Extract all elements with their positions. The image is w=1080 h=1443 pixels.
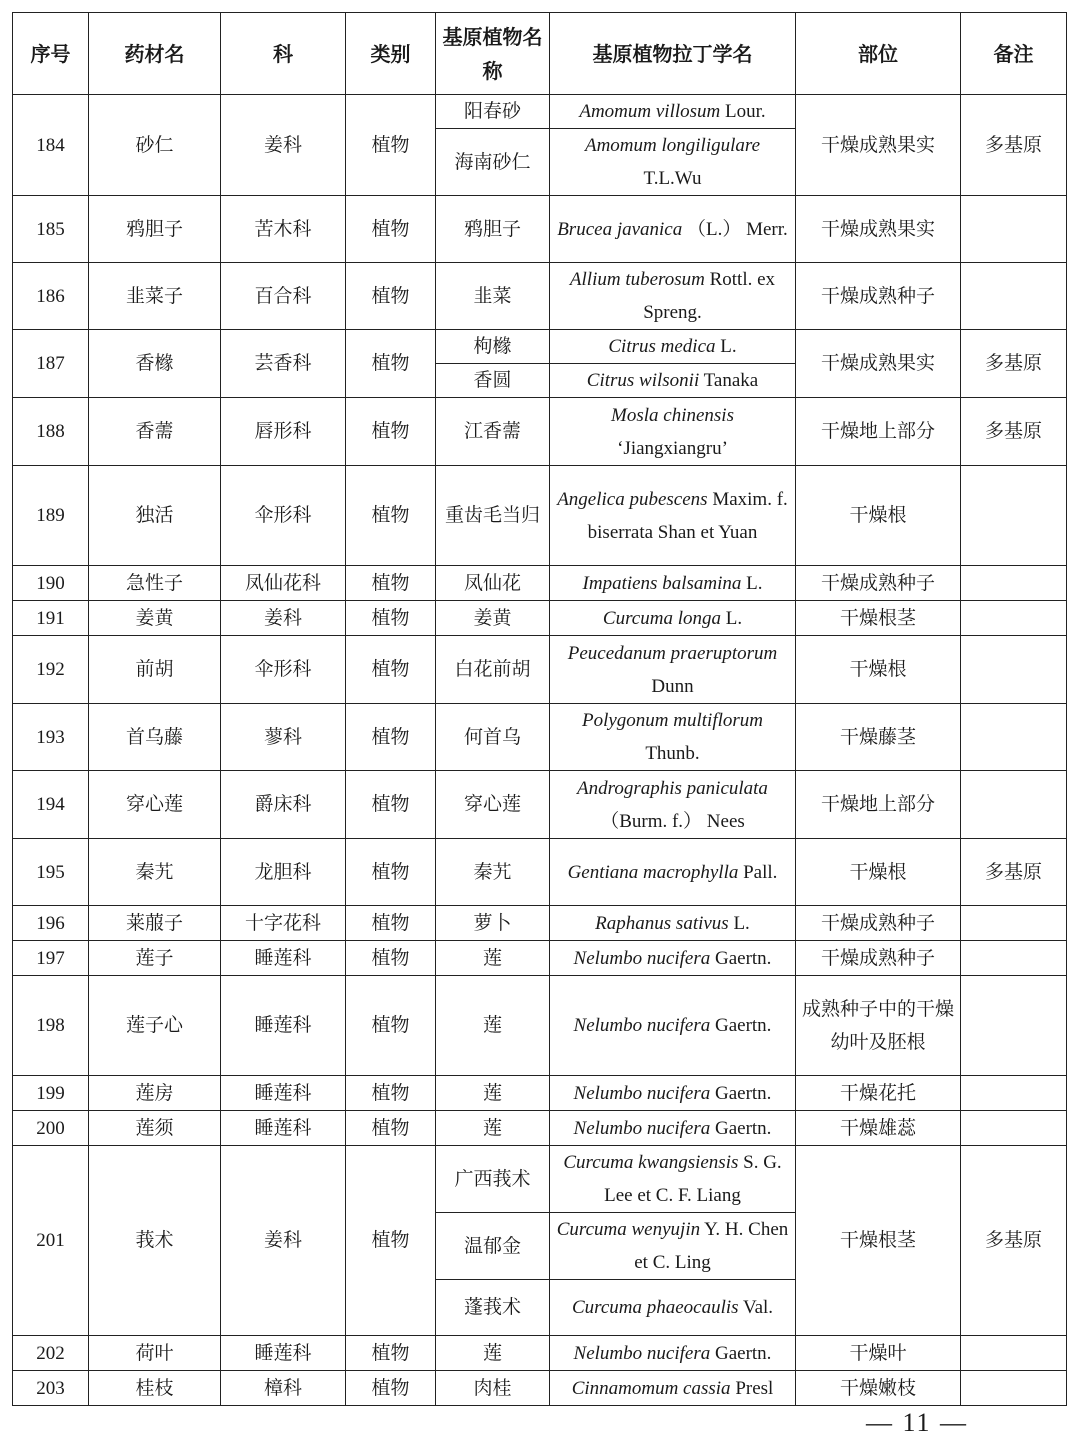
row-family: 蓼科 — [221, 704, 346, 771]
row-category: 植物 — [346, 704, 436, 771]
row-serial: 190 — [13, 566, 89, 601]
latin-authority: L. — [728, 912, 750, 934]
latin-authority: （Burm. f.） Nees — [600, 810, 745, 832]
row-note: 多基原 — [961, 398, 1067, 466]
row-family: 姜科 — [221, 601, 346, 636]
row-note — [961, 263, 1067, 330]
row-source-plant: 萝卜 — [436, 906, 550, 941]
latin-authority: S. G. Lee et C. F. Liang — [604, 1152, 782, 1206]
row-source-plant: 香圆 — [436, 364, 550, 398]
latin-authority: Tanaka — [699, 370, 759, 391]
row-serial: 186 — [13, 263, 89, 330]
row-part: 干燥成熟种子 — [796, 566, 961, 601]
row-serial: 192 — [13, 636, 89, 704]
table-row — [13, 466, 1067, 566]
row-serial: 189 — [13, 466, 89, 566]
row-source-plant: 肉桂 — [436, 1371, 550, 1406]
latin-genus-species: Citrus wilsonii — [586, 370, 700, 391]
latin-genus-species: Peucedanum praeruptorum — [567, 642, 778, 664]
row-family: 樟科 — [221, 1371, 346, 1406]
row-note: 多基原 — [961, 330, 1067, 398]
latin-authority: （L.） Merr. — [682, 218, 788, 240]
row-herb-name: 急性子 — [89, 566, 221, 601]
latin-authority: Val. — [738, 1297, 774, 1318]
row-source-plant: 阳春砂 — [436, 95, 550, 129]
row-herb-name: 首乌藤 — [89, 704, 221, 771]
row-latin-name — [550, 601, 796, 636]
latin-authority: Maxim. f. biserrata Shan et Yuan — [587, 488, 788, 543]
table-row — [13, 771, 1067, 839]
row-source-plant: 何首乌 — [436, 704, 550, 771]
header-latin-name: 基原植物拉丁学名 — [550, 13, 796, 95]
row-latin-name — [550, 364, 796, 398]
latin-genus-species: Curcuma wenyujin — [556, 1219, 701, 1240]
row-family: 睡莲科 — [221, 941, 346, 976]
row-latin-name — [550, 1076, 796, 1111]
row-note — [961, 941, 1067, 976]
row-source-plant: 莲 — [436, 976, 550, 1076]
latin-genus-species: Nelumbo nucifera — [573, 1117, 711, 1139]
row-source-plant: 温郁金 — [436, 1213, 550, 1280]
latin-authority: Rottl. ex Spreng. — [643, 269, 776, 323]
row-note — [961, 466, 1067, 566]
row-note: 多基原 — [961, 95, 1067, 196]
row-family: 唇形科 — [221, 398, 346, 466]
row-category: 植物 — [346, 566, 436, 601]
row-category: 植物 — [346, 1336, 436, 1371]
row-latin-name — [550, 330, 796, 364]
row-part: 干燥根 — [796, 636, 961, 704]
table-row — [13, 1076, 1067, 1111]
row-family: 百合科 — [221, 263, 346, 330]
row-herb-name: 桂枝 — [89, 1371, 221, 1406]
row-source-plant: 姜黄 — [436, 601, 550, 636]
row-part: 干燥藤茎 — [796, 704, 961, 771]
row-category: 植物 — [346, 906, 436, 941]
row-family: 睡莲科 — [221, 976, 346, 1076]
row-category: 植物 — [346, 601, 436, 636]
row-family: 龙胆科 — [221, 839, 346, 906]
latin-authority: Gaertn. — [710, 1082, 772, 1104]
row-note — [961, 771, 1067, 839]
row-family: 伞形科 — [221, 636, 346, 704]
row-serial: 197 — [13, 941, 89, 976]
row-latin-name — [550, 704, 796, 771]
row-source-plant: 莲 — [436, 941, 550, 976]
row-herb-name: 莲房 — [89, 1076, 221, 1111]
row-herb-name: 莲子心 — [89, 976, 221, 1076]
latin-genus-species: Allium tuberosum — [569, 269, 705, 290]
row-part: 干燥成熟种子 — [796, 263, 961, 330]
table-row — [13, 941, 1067, 976]
header-family: 科 — [221, 13, 346, 95]
row-category: 植物 — [346, 1371, 436, 1406]
latin-authority: Lour. — [720, 101, 766, 122]
row-herb-name: 香橼 — [89, 330, 221, 398]
row-source-plant: 江香薷 — [436, 398, 550, 466]
row-part: 干燥成熟种子 — [796, 941, 961, 976]
latin-authority: Thunb. — [645, 743, 700, 764]
row-note — [961, 636, 1067, 704]
latin-authority: L. — [715, 336, 737, 357]
row-source-plant: 莲 — [436, 1336, 550, 1371]
table-row — [13, 1336, 1067, 1371]
row-serial: 193 — [13, 704, 89, 771]
row-serial: 200 — [13, 1111, 89, 1146]
latin-genus-species: Impatiens balsamina — [582, 572, 742, 594]
row-category: 植物 — [346, 466, 436, 566]
table-row — [13, 1111, 1067, 1146]
table-row — [13, 839, 1067, 906]
latin-authority: Presl — [730, 1377, 774, 1399]
latin-authority: L. — [741, 572, 763, 594]
latin-genus-species: Angelica pubescens — [557, 488, 708, 510]
row-family: 凤仙花科 — [221, 566, 346, 601]
latin-authority: Gaertn. — [710, 1342, 772, 1364]
latin-genus-species: Cinnamomum cassia — [571, 1377, 731, 1399]
row-latin-name — [550, 196, 796, 263]
row-part: 干燥地上部分 — [796, 771, 961, 839]
row-serial: 202 — [13, 1336, 89, 1371]
latin-genus-species: Nelumbo nucifera — [573, 1342, 711, 1364]
row-serial: 187 — [13, 330, 89, 398]
latin-genus-species: Curcuma phaeocaulis — [571, 1297, 739, 1318]
row-herb-name: 姜黄 — [89, 601, 221, 636]
row-note — [961, 1076, 1067, 1111]
latin-genus-species: Andrographis paniculata — [577, 777, 768, 799]
latin-authority: Gaertn. — [710, 1015, 772, 1036]
latin-authority: Y. H. Chen et C. Ling — [634, 1219, 789, 1273]
row-latin-name — [550, 129, 796, 196]
latin-genus-species: Nelumbo nucifera — [573, 1015, 711, 1036]
row-serial: 203 — [13, 1371, 89, 1406]
row-note — [961, 1371, 1067, 1406]
row-part: 干燥根茎 — [796, 1146, 961, 1336]
table-row — [13, 704, 1067, 771]
row-note — [961, 1111, 1067, 1146]
row-family: 苦木科 — [221, 196, 346, 263]
latin-genus-species: Gentiana macrophylla — [567, 861, 739, 883]
row-herb-name: 鸦胆子 — [89, 196, 221, 263]
row-note: 多基原 — [961, 1146, 1067, 1336]
row-category: 植物 — [346, 196, 436, 263]
header-category: 类别 — [346, 13, 436, 95]
row-family: 爵床科 — [221, 771, 346, 839]
row-category: 植物 — [346, 1111, 436, 1146]
row-category: 植物 — [346, 95, 436, 196]
table-row — [13, 1146, 1067, 1213]
table-row — [13, 906, 1067, 941]
row-category: 植物 — [346, 636, 436, 704]
row-note — [961, 906, 1067, 941]
row-note — [961, 566, 1067, 601]
row-category: 植物 — [346, 771, 436, 839]
row-note — [961, 704, 1067, 771]
row-herb-name: 荷叶 — [89, 1336, 221, 1371]
latin-genus-species: Amomum longiligulare — [584, 135, 761, 156]
row-category: 植物 — [346, 941, 436, 976]
row-latin-name — [550, 839, 796, 906]
row-source-plant: 广西莪术 — [436, 1146, 550, 1213]
row-note — [961, 1336, 1067, 1371]
row-latin-name — [550, 771, 796, 839]
latin-genus-species: Curcuma longa — [602, 607, 721, 629]
row-latin-name — [550, 95, 796, 129]
row-part: 干燥成熟果实 — [796, 196, 961, 263]
row-category: 植物 — [346, 1146, 436, 1336]
row-latin-name — [550, 1111, 796, 1146]
latin-genus-species: Curcuma kwangsiensis — [563, 1152, 739, 1173]
row-source-plant: 凤仙花 — [436, 566, 550, 601]
row-latin-name — [550, 906, 796, 941]
row-family: 姜科 — [221, 1146, 346, 1336]
row-part: 干燥根茎 — [796, 601, 961, 636]
row-family: 睡莲科 — [221, 1336, 346, 1371]
row-serial: 185 — [13, 196, 89, 263]
row-note — [961, 196, 1067, 263]
row-latin-name — [550, 466, 796, 566]
latin-authority: Gaertn. — [710, 947, 772, 969]
row-serial: 195 — [13, 839, 89, 906]
row-category: 植物 — [346, 263, 436, 330]
row-source-plant: 莲 — [436, 1111, 550, 1146]
row-part: 成熟种子中的干燥幼叶及胚根 — [796, 976, 961, 1076]
row-family: 伞形科 — [221, 466, 346, 566]
row-latin-name — [550, 1280, 796, 1336]
latin-genus-species: Nelumbo nucifera — [573, 947, 711, 969]
row-source-plant: 海南砂仁 — [436, 129, 550, 196]
row-herb-name: 韭菜子 — [89, 263, 221, 330]
row-latin-name — [550, 976, 796, 1076]
header-source-plant: 基原植物名称 — [436, 13, 550, 95]
table-row — [13, 601, 1067, 636]
row-category: 植物 — [346, 1076, 436, 1111]
header-note: 备注 — [961, 13, 1067, 95]
latin-authority: Gaertn. — [710, 1117, 772, 1139]
row-herb-name: 砂仁 — [89, 95, 221, 196]
row-latin-name — [550, 941, 796, 976]
row-herb-name: 穿心莲 — [89, 771, 221, 839]
row-source-plant: 重齿毛当归 — [436, 466, 550, 566]
latin-genus-species: Nelumbo nucifera — [573, 1082, 711, 1104]
row-serial: 184 — [13, 95, 89, 196]
row-part: 干燥根 — [796, 839, 961, 906]
header-part: 部位 — [796, 13, 961, 95]
row-family: 芸香科 — [221, 330, 346, 398]
row-source-plant: 韭菜 — [436, 263, 550, 330]
table-row — [13, 566, 1067, 601]
latin-authority: T.L.Wu — [643, 168, 702, 189]
latin-genus-species: Raphanus sativus — [595, 912, 729, 934]
row-source-plant: 白花前胡 — [436, 636, 550, 704]
table-row — [13, 1371, 1067, 1406]
row-herb-name: 香薷 — [89, 398, 221, 466]
latin-genus-species: Amomum villosum — [579, 101, 721, 122]
row-latin-name — [550, 636, 796, 704]
header-serial: 序号 — [13, 13, 89, 95]
row-source-plant: 枸橼 — [436, 330, 550, 364]
row-category: 植物 — [346, 330, 436, 398]
latin-authority: Pall. — [738, 861, 778, 883]
row-note — [961, 976, 1067, 1076]
row-serial: 191 — [13, 601, 89, 636]
row-latin-name — [550, 566, 796, 601]
row-part: 干燥地上部分 — [796, 398, 961, 466]
row-family: 睡莲科 — [221, 1076, 346, 1111]
row-herb-name: 莪术 — [89, 1146, 221, 1336]
row-latin-name — [550, 398, 796, 466]
row-part: 干燥雄蕊 — [796, 1111, 961, 1146]
row-latin-name — [550, 1371, 796, 1406]
table-row — [13, 398, 1067, 466]
row-herb-name: 秦艽 — [89, 839, 221, 906]
row-serial: 196 — [13, 906, 89, 941]
row-part: 干燥花托 — [796, 1076, 961, 1111]
header-row — [13, 13, 1067, 95]
row-source-plant: 莲 — [436, 1076, 550, 1111]
row-herb-name: 前胡 — [89, 636, 221, 704]
row-family: 睡莲科 — [221, 1111, 346, 1146]
row-herb-name: 莲子 — [89, 941, 221, 976]
row-serial: 188 — [13, 398, 89, 466]
table-row — [13, 330, 1067, 364]
row-part: 干燥成熟果实 — [796, 95, 961, 196]
latin-authority: L. — [720, 607, 743, 629]
row-latin-name — [550, 1146, 796, 1213]
row-latin-name — [550, 1336, 796, 1371]
table-row — [13, 636, 1067, 704]
row-source-plant: 蓬莪术 — [436, 1280, 550, 1336]
row-serial: 198 — [13, 976, 89, 1076]
row-part: 干燥叶 — [796, 1336, 961, 1371]
row-serial: 201 — [13, 1146, 89, 1336]
row-latin-name — [550, 1213, 796, 1280]
table-row — [13, 263, 1067, 330]
row-category: 植物 — [346, 398, 436, 466]
row-herb-name: 独活 — [89, 466, 221, 566]
table-row — [13, 976, 1067, 1076]
row-source-plant: 穿心莲 — [436, 771, 550, 839]
page-number: — 11 — — [866, 1408, 969, 1437]
row-family: 十字花科 — [221, 906, 346, 941]
table-body — [13, 95, 1067, 1406]
row-category: 植物 — [346, 839, 436, 906]
row-part: 干燥成熟果实 — [796, 330, 961, 398]
row-part: 干燥根 — [796, 466, 961, 566]
row-herb-name: 莲须 — [89, 1111, 221, 1146]
row-part: 干燥嫩枝 — [796, 1371, 961, 1406]
latin-genus-species: Polygonum multiflorum — [581, 710, 764, 731]
row-serial: 199 — [13, 1076, 89, 1111]
latin-authority: ‘Jiangxiangru’ — [617, 437, 728, 459]
row-source-plant: 秦艽 — [436, 839, 550, 906]
row-family: 姜科 — [221, 95, 346, 196]
latin-authority: Dunn — [651, 675, 694, 697]
row-note — [961, 601, 1067, 636]
row-category: 植物 — [346, 976, 436, 1076]
latin-genus-species: Citrus medica — [608, 336, 716, 357]
row-source-plant: 鸦胆子 — [436, 196, 550, 263]
row-part: 干燥成熟种子 — [796, 906, 961, 941]
row-herb-name: 莱菔子 — [89, 906, 221, 941]
row-note: 多基原 — [961, 839, 1067, 906]
table-row — [13, 95, 1067, 129]
row-serial: 194 — [13, 771, 89, 839]
row-latin-name — [550, 263, 796, 330]
table-row — [13, 196, 1067, 263]
header-herb-name: 药材名 — [89, 13, 221, 95]
latin-genus-species: Mosla chinensis — [611, 404, 734, 426]
latin-genus-species: Brucea javanica — [557, 218, 683, 240]
herb-table — [12, 12, 1067, 1406]
